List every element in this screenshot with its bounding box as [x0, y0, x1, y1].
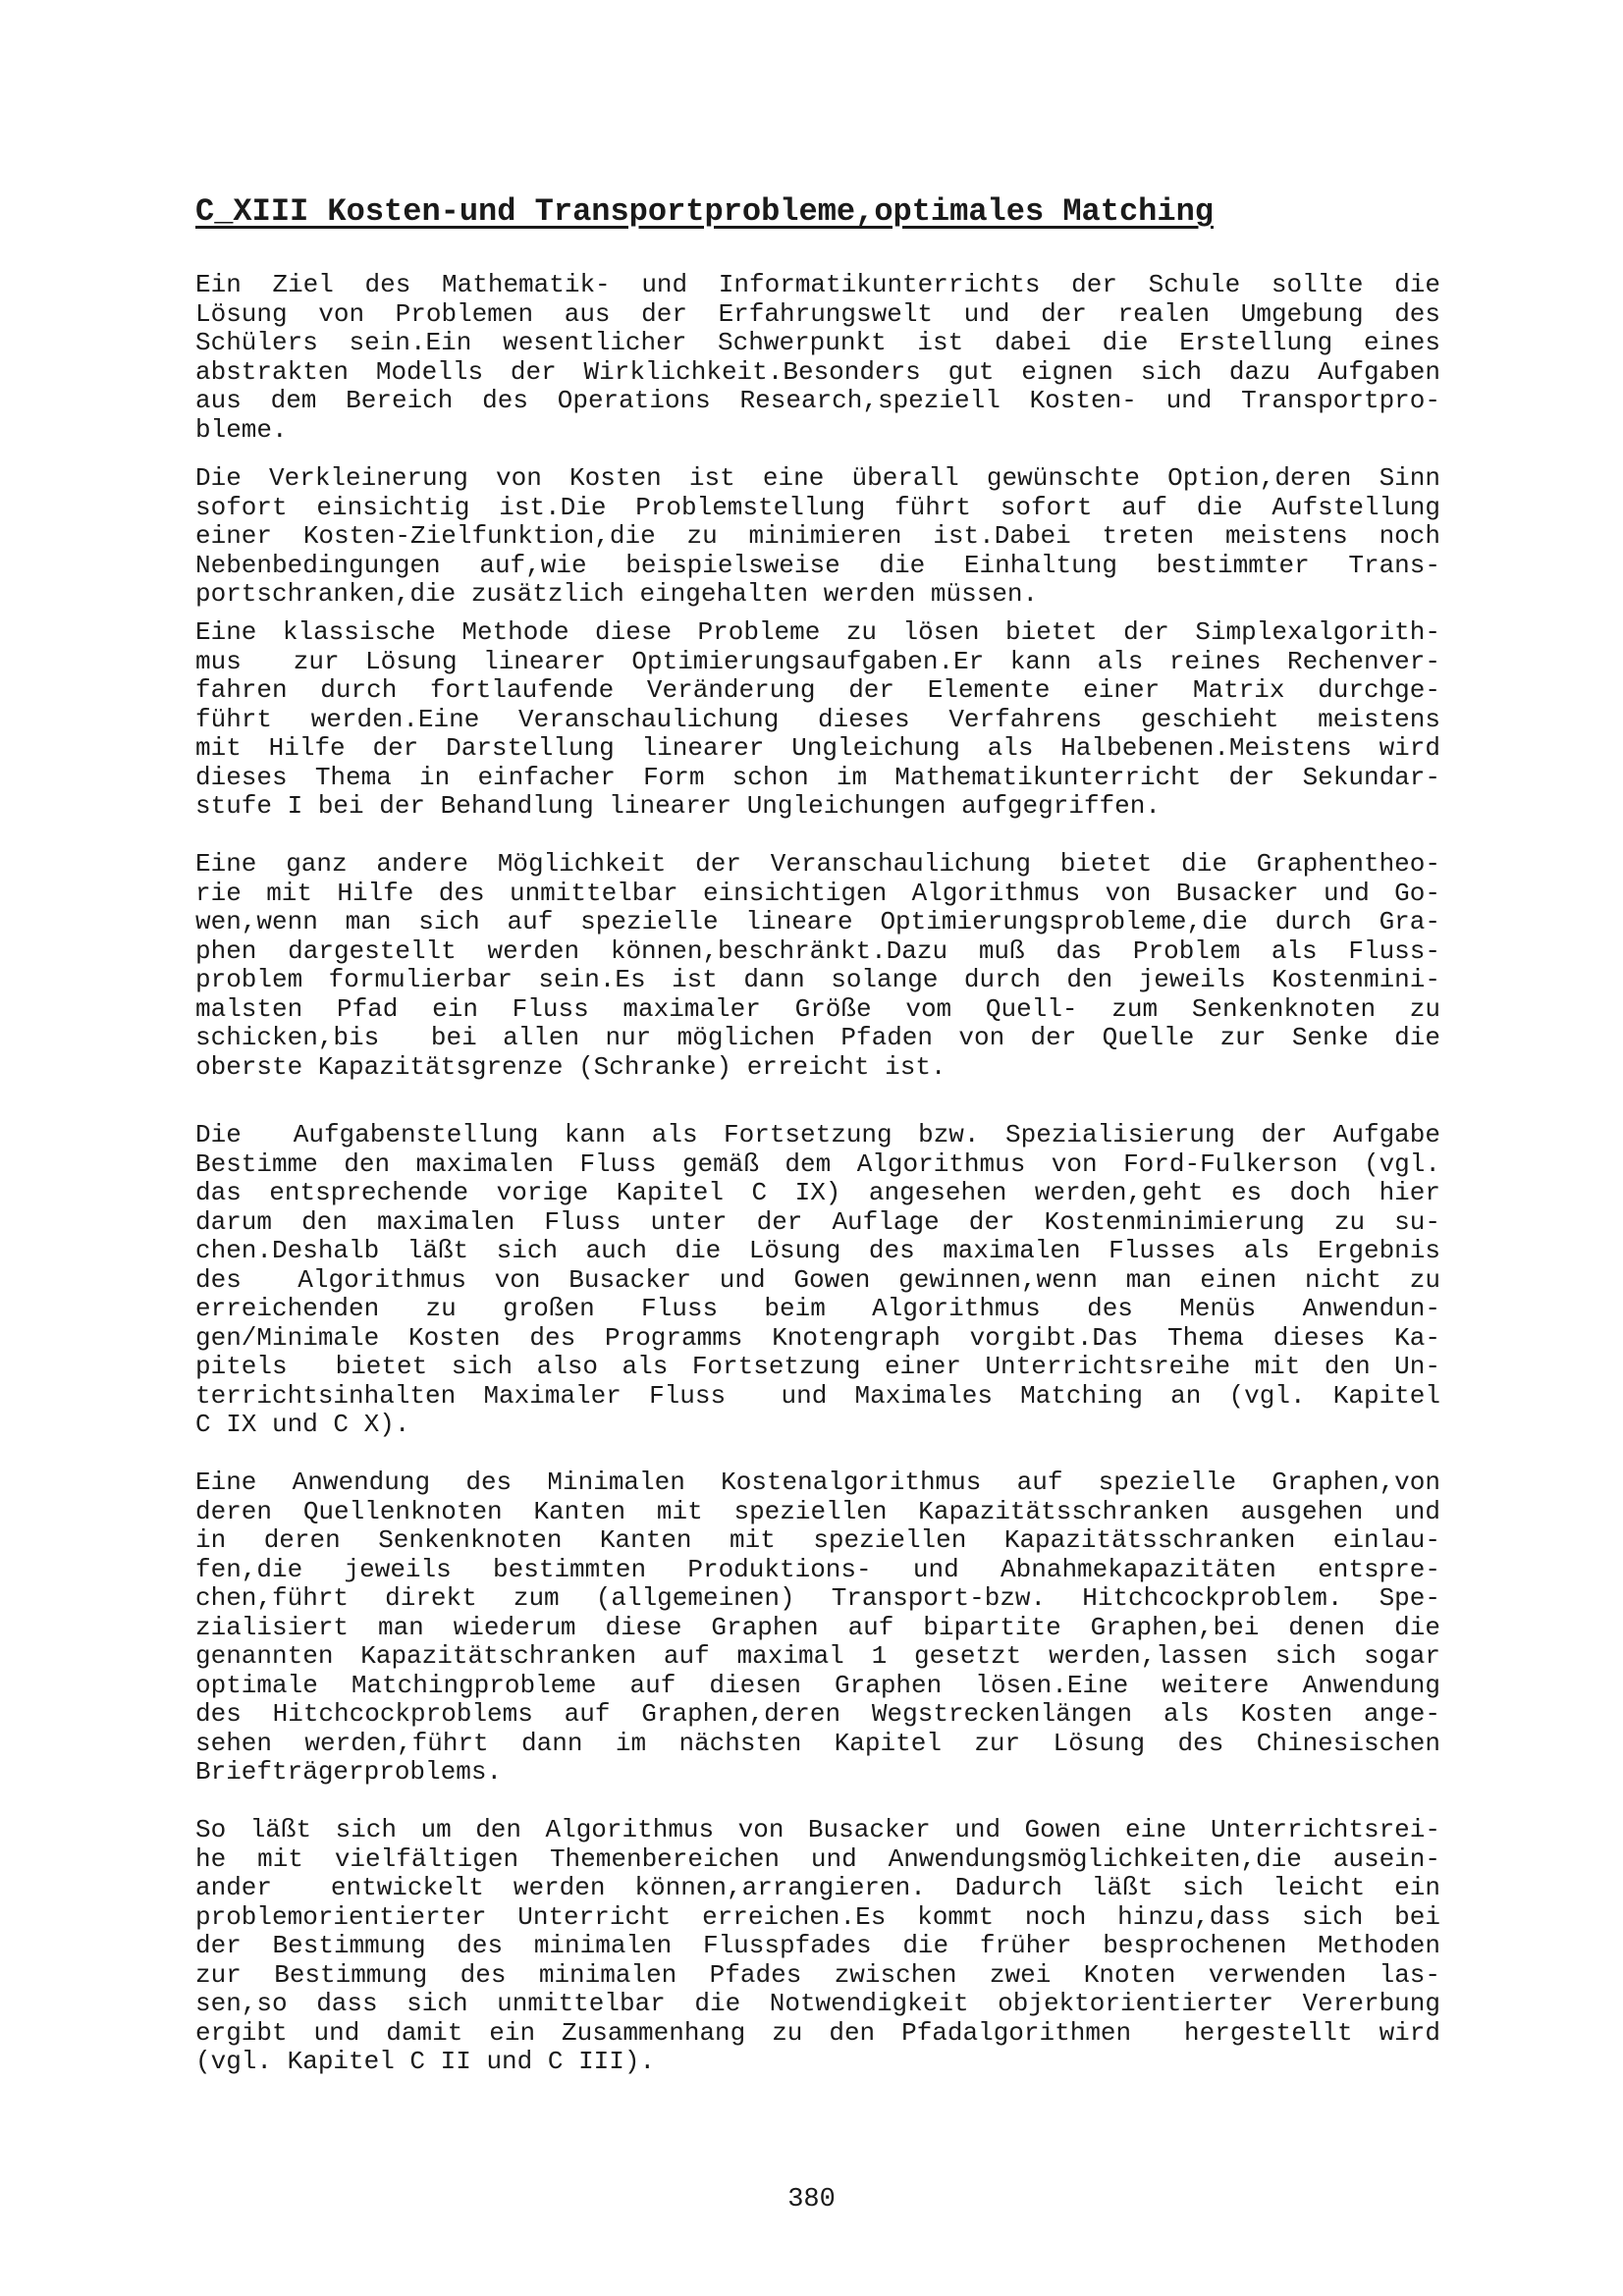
text-line: in deren Senkenknoten Kanten mit speziellen Kapazitätsschranken einlau-	[195, 1525, 1440, 1555]
text-line: genannten Kapazitätschranken auf maximal 1 gesetzt werden,lassen sich sogar	[195, 1641, 1440, 1671]
paragraph	[195, 1121, 1440, 1440]
text-line: problemorientierter Unterricht erreichen.Es kommt noch hinzu,dass sich bei	[195, 1901, 1440, 1932]
text-line: Lösung von Problemen aus der Erfahrungswelt und der realen Umgebung des	[195, 298, 1440, 329]
text-line: fahren durch fortlaufende Veränderung der Elemente einer Matrix durchge-	[195, 675, 1440, 705]
text-line: terrichtsinhalten Maximaler Fluss und Maximales Matching an (vgl. Kapitel	[195, 1380, 1440, 1411]
text-line: Eine Anwendung des Minimalen Kostenalgorithmus auf spezielle Graphen,von	[195, 1468, 1440, 1497]
text-line: bleme.	[195, 414, 288, 445]
paragraph	[195, 1468, 1440, 1788]
text-line: abstrakten Modells der Wirklichkeit.Besonders gut eignen sich dazu Aufgaben	[195, 356, 1440, 387]
paragraph	[195, 850, 1440, 1082]
page-number: 380	[787, 2185, 836, 2215]
text-line: zialisiert man wiederum diese Graphen auf bipartite Graphen,bei denen die	[195, 1612, 1440, 1642]
paragraph	[195, 618, 1440, 822]
text-line: das entsprechende vorige Kapitel C IX) angesehen werden,geht es doch hier	[195, 1178, 1440, 1207]
text-line: chen.Deshalb läßt sich auch die Lösung des maximalen Flusses als Ergebnis	[195, 1236, 1440, 1265]
text-line: sehen werden,führt dann im nächsten Kapitel zur Lösung des Chinesischen	[195, 1728, 1440, 1758]
text-line: oberste Kapazitätsgrenze (Schranke) erreicht ist.	[195, 1051, 947, 1082]
text-line: optimale Matchingprobleme auf diesen Graphen lösen.Eine weitere Anwendung	[195, 1670, 1440, 1700]
text-line: problem formulierbar sein.Es ist dann solange durch den jeweils Kostenmini-	[195, 965, 1440, 994]
text-line: Nebenbedingungen auf,wie beispielsweise die Einhaltung bestimmter Trans-	[195, 550, 1440, 580]
text-line: rie mit Hilfe des unmittelbar einsichtigen Algorithmus von Busacker und Go-	[195, 878, 1440, 908]
paragraph	[195, 271, 1440, 445]
text-line: sofort einsichtig ist.Die Problemstellung führt sofort auf die Aufstellung	[195, 492, 1440, 522]
text-line: mit Hilfe der Darstellung linearer Ungleichung als Halbebenen.Meistens wird	[195, 733, 1440, 763]
text-line: des Hitchcockproblems auf Graphen,deren Wegstreckenlängen als Kosten ange-	[195, 1699, 1440, 1729]
text-line: C IX und C X).	[195, 1410, 410, 1439]
text-line: der Bestimmung des minimalen Flusspfades die früher besprochenen Methoden	[195, 1931, 1440, 1960]
paragraph	[195, 1816, 1440, 2077]
text-line: Eine ganz andere Möglichkeit der Veranschaulichung bietet die Graphentheo-	[195, 849, 1440, 879]
text-line: einer Kosten-Zielfunktion,die zu minimieren ist.Dabei treten meistens noch	[195, 521, 1440, 551]
text-line: Die Aufgabenstellung kann als Fortsetzung bzw. Spezialisierung der Aufgabe	[195, 1120, 1440, 1149]
text-line: deren Quellenknoten Kanten mit speziellen Kapazitätsschranken ausgehen und	[195, 1496, 1440, 1526]
text-line: zur Bestimmung des minimalen Pfades zwischen zwei Knoten verwenden las-	[195, 1959, 1440, 1990]
text-line: stufe I bei der Behandlung linearer Ungleichungen aufgegriffen.	[195, 791, 1161, 821]
chapter-title: C_XIII Kosten-und Transportprobleme,optimales Matching	[195, 193, 1214, 230]
text-line: fen,die jeweils bestimmten Produktions- und Abnahmekapazitäten entspre-	[195, 1554, 1440, 1584]
text-line: sen,so dass sich unmittelbar die Notwendigkeit objektorientierter Vererbung	[195, 1989, 1440, 2018]
text-line: führt werden.Eine Veranschaulichung dieses Verfahrens geschieht meistens	[195, 704, 1440, 734]
text-line: aus dem Bereich des Operations Research,speziell Kosten- und Transportpro-	[195, 386, 1440, 415]
text-line: ergibt und damit ein Zusammenhang zu den Pfadalgorithmen hergestellt wird	[195, 2017, 1440, 2048]
text-line: mus zur Lösung linearer Optimierungsaufgaben.Er kann als reines Rechenver-	[195, 646, 1440, 676]
text-line: Die Verkleinerung von Kosten ist eine überall gewünschte Option,deren Sinn	[195, 463, 1440, 493]
paragraph	[195, 464, 1440, 610]
text-line: ander entwickelt werden können,arrangieren. Dadurch läßt sich leicht ein	[195, 1873, 1440, 1902]
text-line: Bestimme den maximalen Fluss gemäß dem Algorithmus von Ford-Fulkerson (vgl.	[195, 1148, 1440, 1179]
text-line: Ein Ziel des Mathematik- und Informatikunterrichts der Schule sollte die	[195, 270, 1440, 299]
text-line: dieses Thema in einfacher Form schon im Mathematikunterricht der Sekundar-	[195, 762, 1440, 792]
text-line: So läßt sich um den Algorithmus von Busacker und Gowen eine Unterrichtsrei-	[195, 1815, 1440, 1844]
text-line: malsten Pfad ein Fluss maximaler Größe vom Quell- zum Senkenknoten zu	[195, 993, 1440, 1024]
text-line: portschranken,die zusätzlich eingehalten werden müssen.	[195, 579, 1039, 609]
text-line: gen/Minimale Kosten des Programms Knotengraph vorgibt.Das Thema dieses Ka-	[195, 1322, 1440, 1353]
text-line: erreichenden zu großen Fluss beim Algorithmus des Menüs Anwendun-	[195, 1294, 1440, 1323]
text-line: chen,führt direkt zum (allgemeinen) Transport-bzw. Hitchcockproblem. Spe-	[195, 1583, 1440, 1613]
text-line: schicken,bis bei allen nur möglichen Pfaden von der Quelle zur Senke die	[195, 1023, 1440, 1052]
text-line: Eine klassische Methode diese Probleme zu lösen bietet der Simplexalgorith-	[195, 617, 1440, 647]
text-line: Schülers sein.Ein wesentlicher Schwerpunkt ist dabei die Erstellung eines	[195, 328, 1440, 357]
text-line: pitels bietet sich also als Fortsetzung einer Unterrichtsreihe mit den Un-	[195, 1352, 1440, 1381]
text-line: he mit vielfältigen Themenbereichen und Anwendungsmöglichkeiten,die ausein-	[195, 1843, 1440, 1874]
text-line: darum den maximalen Fluss unter der Auflage der Kostenminimierung zu su-	[195, 1206, 1440, 1237]
text-line: (vgl. Kapitel C II und C III).	[195, 2047, 656, 2076]
text-line: Briefträgerproblems.	[195, 1757, 503, 1787]
text-line: phen dargestellt werden können,beschränkt.Dazu muß das Problem als Fluss-	[195, 935, 1440, 966]
text-line: wen,wenn man sich auf spezielle lineare Optimierungsprobleme,die durch Gra-	[195, 907, 1440, 936]
text-line: des Algorithmus von Busacker und Gowen gewinnen,wenn man einen nicht zu	[195, 1264, 1440, 1295]
